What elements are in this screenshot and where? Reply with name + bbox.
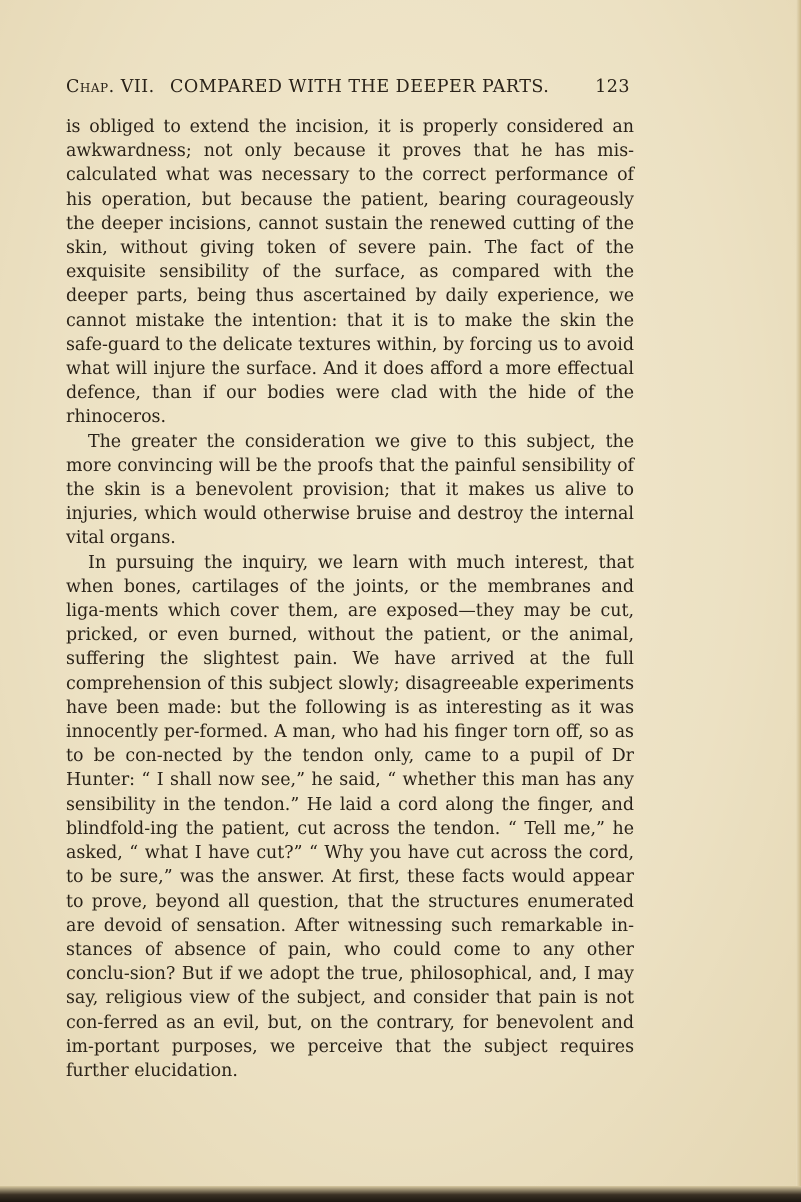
page-number: 123 [595, 77, 630, 97]
body-text [66, 115, 634, 1083]
page-bottom-edge [0, 1186, 801, 1202]
running-header [66, 77, 630, 103]
page-right-edge [796, 0, 801, 1202]
paragraph-1: is obliged to extend the incision, it is properly considered an awkwardness; not only because it proves that he has mis-calculated what was necessary to the correct performance of his operation, but because the patient, bearing courageously the deeper incisions, cannot sustain the renewed cutting of the skin, without giving token of severe pain. The fact of the exquisite sensibility of the surface, as compared with the deeper parts, being thus ascertained by daily experience, we cannot mistake the intention: that it is to make the skin the safe-guard to the delicate textures within, by forcing us to avoid what will injure the surface. And it does afford a more effectual defence, than if our bodies were clad with the hide of the rhinoceros. [66, 117, 634, 428]
paragraph-3: In pursuing the inquiry, we learn with much interest, that when bones, cartilages of the joints, or the membranes and liga-ments which cover them, are exposed—they may be cut, pricked, or even burned, without the patient, or the animal, suffering the slightest pain. We have arrived at the full comprehension of this subject slowly; disagreeable experiments have been made: but the following is as interesting as it was innocently per-formed. A man, who had his finger torn off, so as to be con-nected by the tendon only, came to a pupil of Dr Hunter: “ I shall now see,” he said, “ whether this man has any sensibility in the tendon.” He laid a cord along the finger, and blindfold-ing the patient, cut across the tendon. “ Tell me,” he asked, “ what I have cut?” “ Why you have cut across the cord, to be sure,” was the answer. At first, these facts would appear to prove, beyond all question, that the structures enumerated are devoid of sensation. After witnessing such remarkable in-stances of absence of pain, who could come to any other conclu-sion? But if we adopt the true, philosophical, and, I may say, religious view of the subject, and consider that pain is not con-ferred as an evil, but, on the contrary, for benevolent and im-portant purposes, we perceive that the subject requires further elucidation. [66, 552, 634, 1081]
running-title: COMPARED WITH THE DEEPER PARTS. [170, 77, 550, 97]
paragraph-2: The greater the consideration we give to this subject, the more convincing will be the proofs that the painful sensibility of the skin is a benevolent provision; that it makes us alive to injuries, which would otherwise bruise and destroy the internal vital organs. [66, 431, 634, 549]
chapter-label: Chap. VII. [66, 77, 155, 97]
